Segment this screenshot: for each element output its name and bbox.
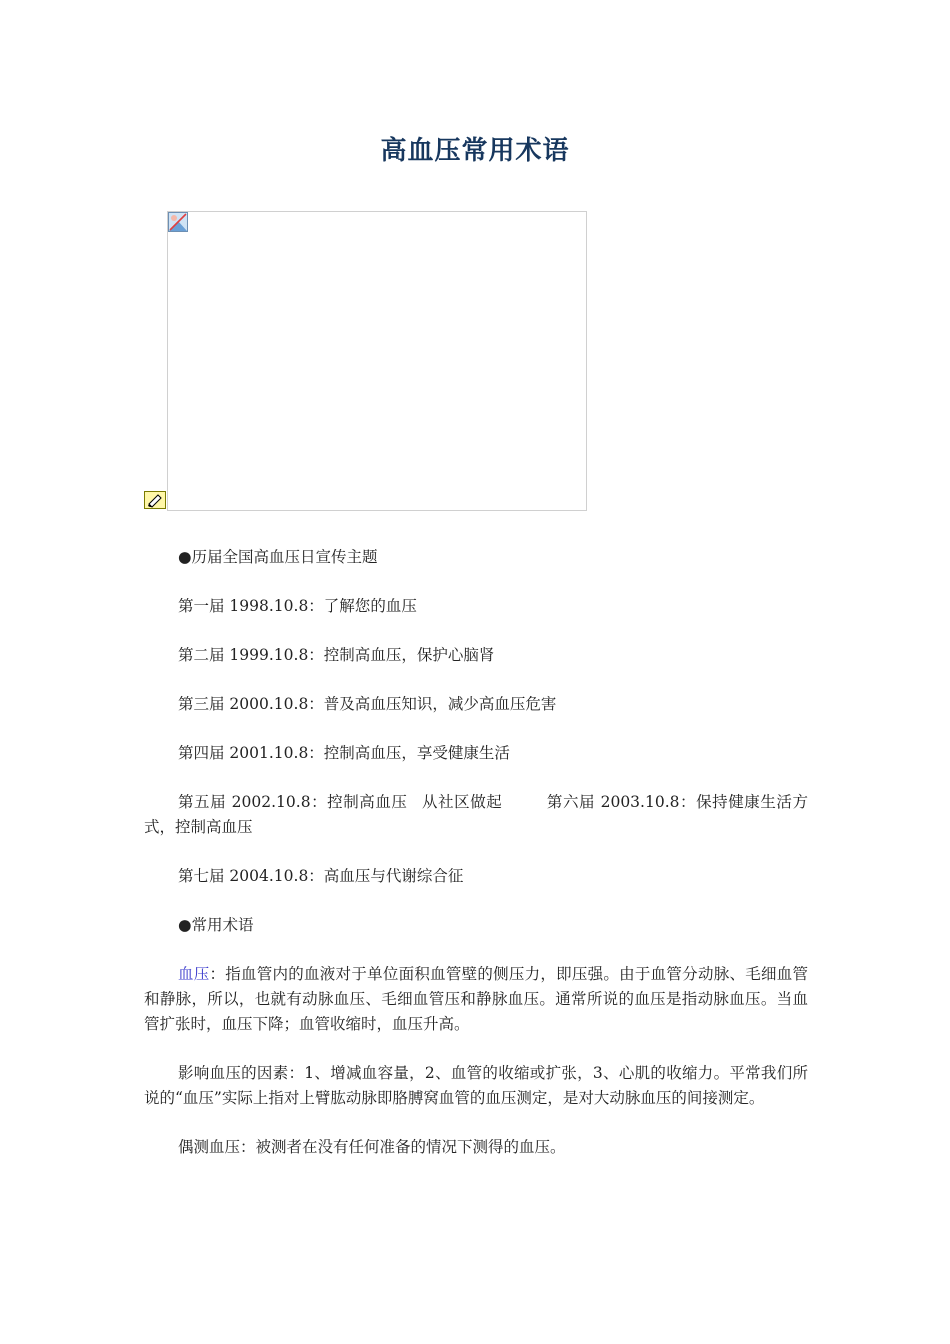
theme-5-b: 从社区做起 [421, 793, 503, 811]
list-item [144, 790, 808, 840]
broken-image-icon [168, 212, 188, 232]
list-item: 第二届 1999.10.8：控制高血压，保护心脑肾 [178, 646, 495, 664]
list-item: 第三届 2000.10.8：普及高血压知识，减少高血压危害 [178, 695, 557, 713]
body-text [144, 545, 808, 1184]
definition-text: ：指血管内的血液对于单位面积血管壁的侧压力，即压强。由于血管分动脉、毛细血管和静脉，所以，也就有动脉血压、毛细血管压和静脉血压。通常所说的血压是指动脉血压。当血管扩张时，血压下降；血管收缩时，血压升高。 [144, 965, 808, 1033]
definition-paragraph: 影响血压的因素：1、增减血容量，2、血管的收缩或扩张，3、心肌的收缩力。平常我们所说的“血压”实际上指对上臂肱动脉即胳膊窝血管的血压测定，是对大动脉血压的间接测定。 [144, 1064, 808, 1107]
term-link[interactable]: 血压 [178, 965, 210, 983]
theme-5-a: 第五届 2002.10.8：控制高血压 [178, 793, 408, 811]
definition-paragraph: 偶测血压：被测者在没有任何准备的情况下测得的血压。 [178, 1138, 566, 1156]
list-item: 第一届 1998.10.8：了解您的血压 [178, 597, 417, 615]
section-heading: ●历届全国高血压日宣传主题 [178, 548, 378, 566]
image-edit-icon[interactable] [144, 491, 166, 509]
image-placeholder[interactable] [167, 211, 587, 511]
definition-paragraph [144, 962, 808, 1037]
section-heading: ●常用术语 [178, 916, 254, 934]
document-title: 高血压常用术语 [380, 136, 570, 166]
list-item: 第四届 2001.10.8：控制高血压，享受健康生活 [178, 744, 510, 762]
theme-6: 第六届 2003.10.8：保持健康生活方式，控制高血压 [144, 793, 808, 836]
list-item: 第七届 2004.10.8：高血压与代谢综合征 [178, 867, 464, 885]
